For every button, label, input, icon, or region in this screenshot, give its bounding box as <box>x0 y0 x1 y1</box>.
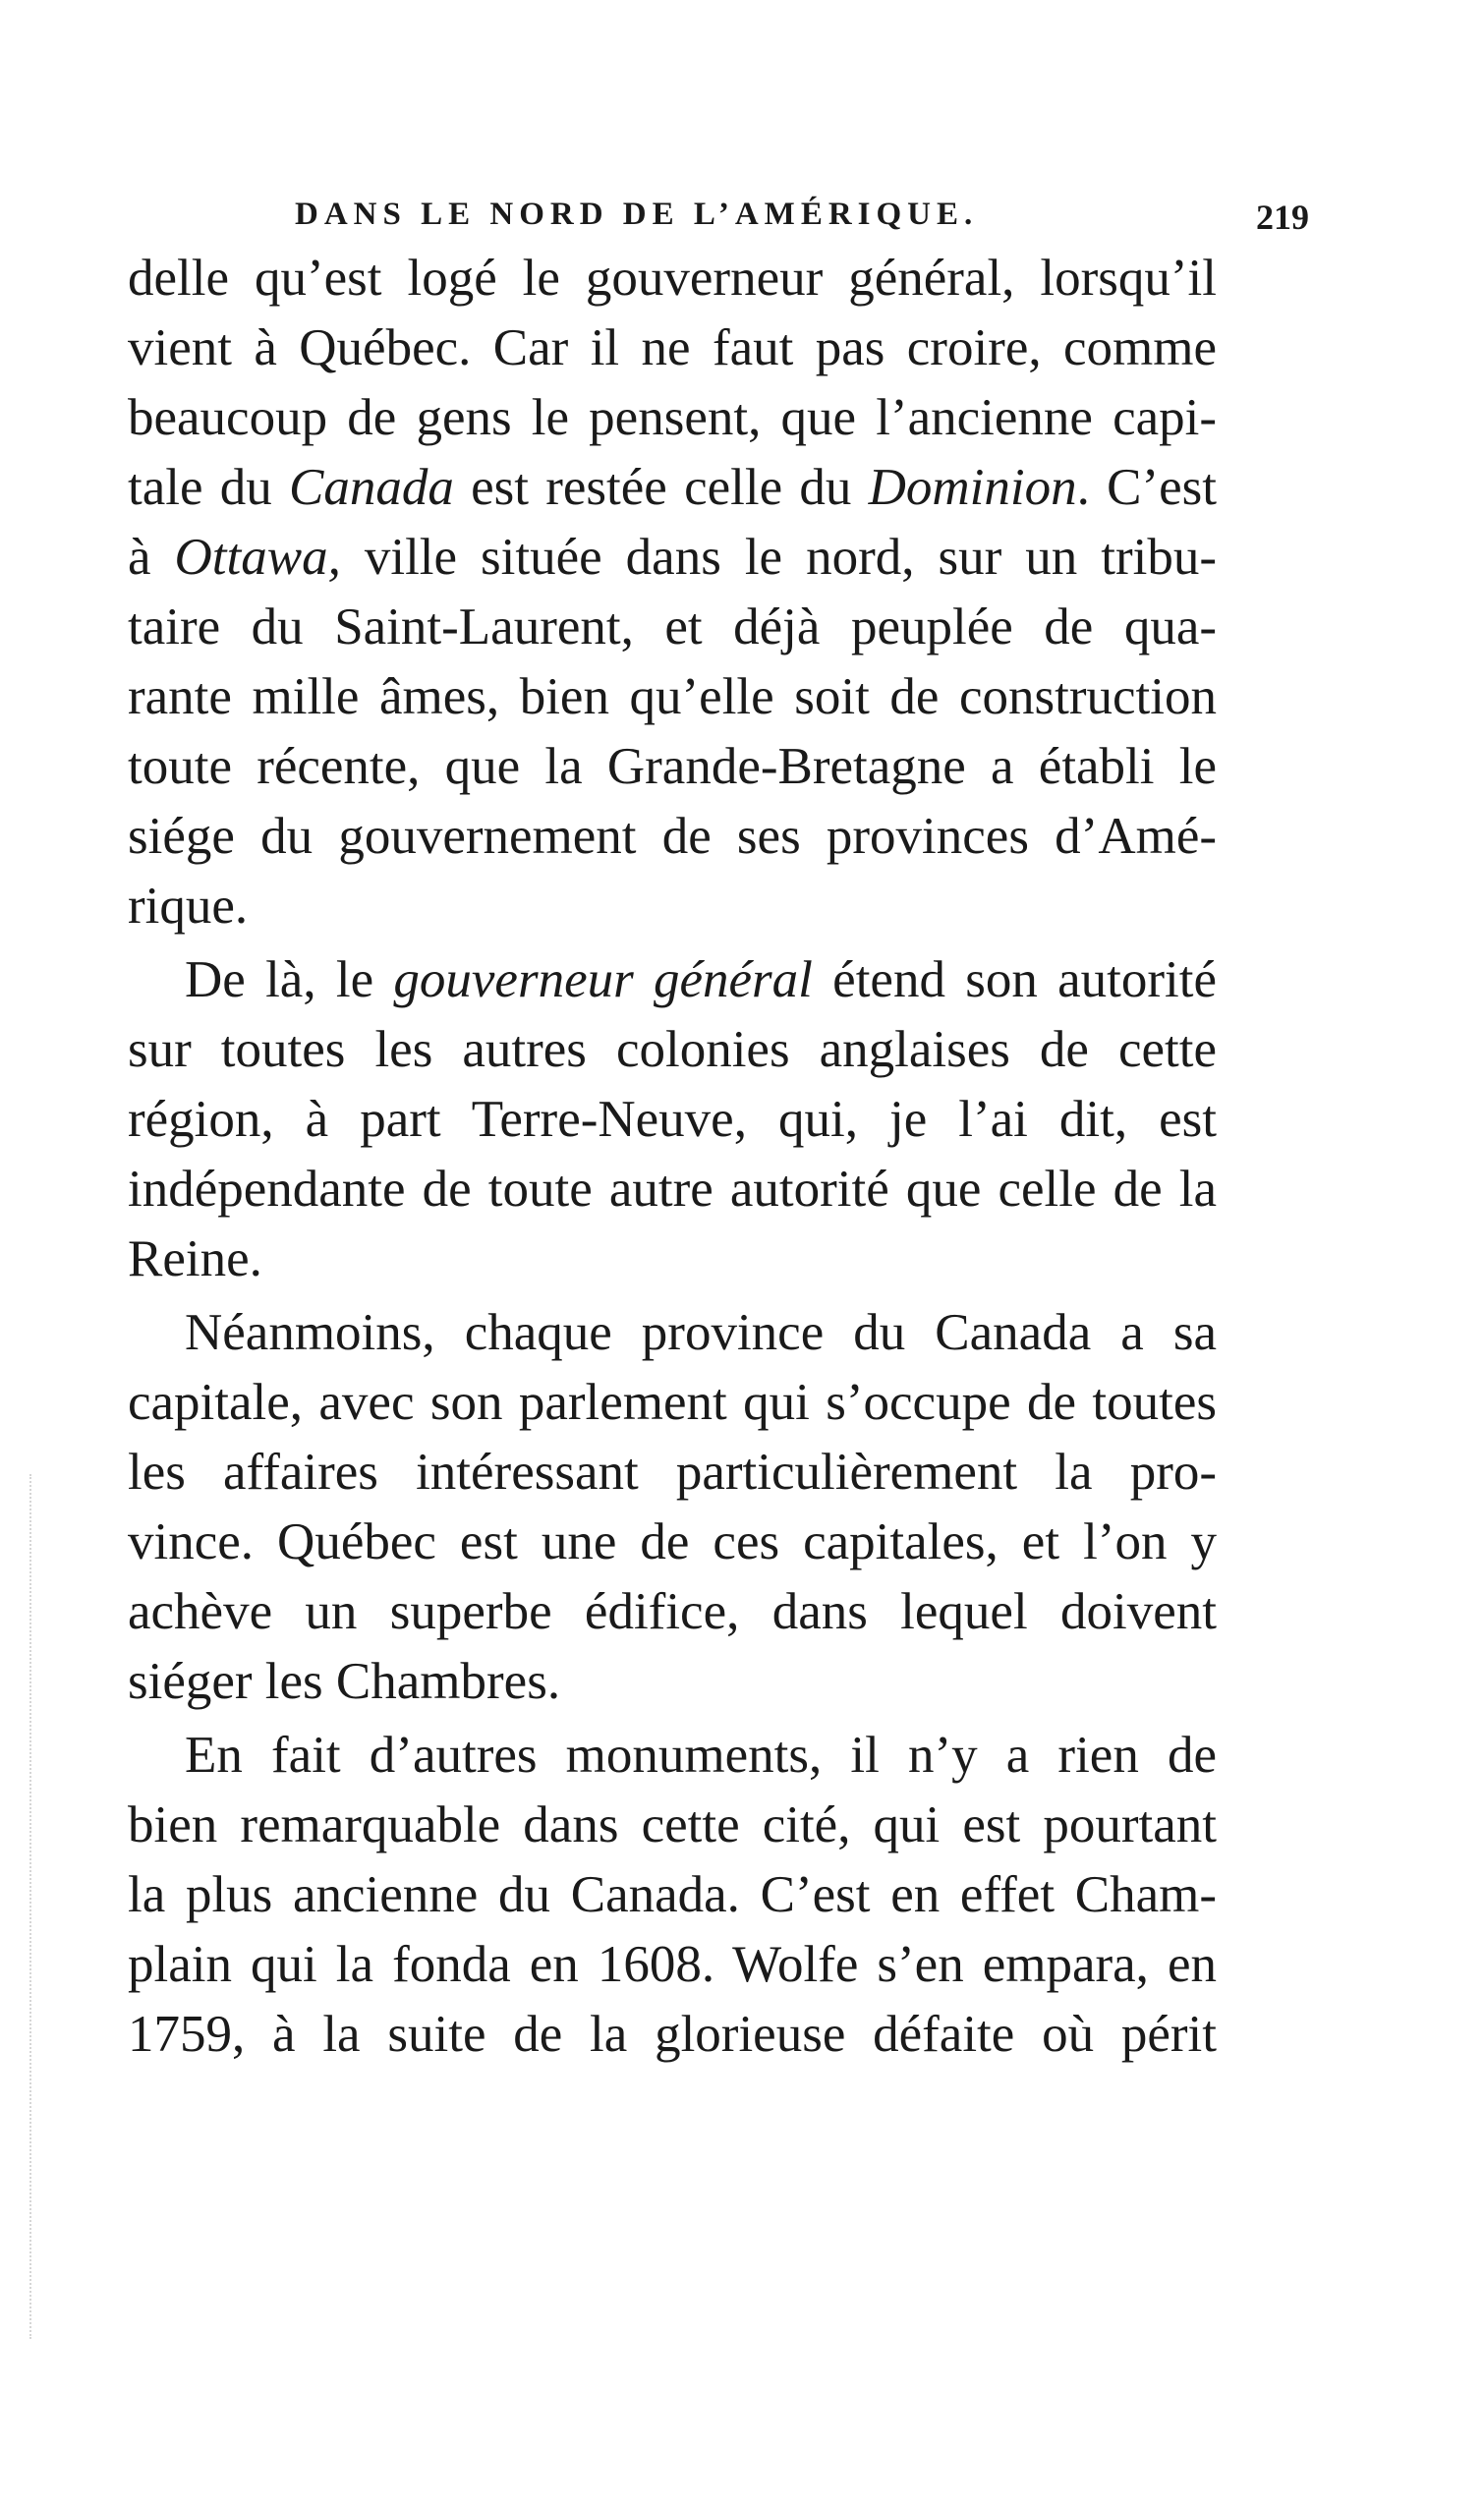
text-line: capitale, avec son parlement qui s’occupe de toutes <box>128 1374 1217 1431</box>
text-line: sur toutes les autres colonies anglaises de cette <box>128 1021 1217 1078</box>
text-line: achève un superbe édifice, dans lequel doivent <box>128 1583 1217 1640</box>
text-line: siéger les Chambres. <box>128 1653 561 1710</box>
text-line: En fait d’autres monuments, il n’y a rien de <box>185 1727 1217 1784</box>
italic-term: gouverneur général <box>393 951 813 1008</box>
text-line: Reine. <box>128 1230 262 1287</box>
text-line: indépendante de toute autre autorité que celle de la <box>128 1161 1217 1218</box>
italic-term: Canada <box>289 459 454 516</box>
text-line: siége du gouvernement de ses provinces d’Amé- <box>128 808 1217 865</box>
scan-margin-marks <box>29 1474 35 2339</box>
italic-term: Ottawa, <box>174 529 341 586</box>
text-line: bien remarquable dans cette cité, qui est pourtant <box>128 1796 1217 1853</box>
italic-term: Dominion <box>868 459 1077 516</box>
text-line: taire du Saint-Laurent, et déjà peuplée de qua- <box>128 598 1217 655</box>
text-line: vince. Québec est une de ces capitales, et l’on y <box>128 1513 1217 1570</box>
text-line: la plus ancienne du Canada. C’est en effet Cham- <box>128 1866 1217 1923</box>
text-line: tale du Canada est restée celle du Dominion. C’est <box>128 459 1218 516</box>
text-line: rante mille âmes, bien qu’elle soit de construction <box>128 668 1217 725</box>
text-line: les affaires intéressant particulièrement la pro- <box>128 1444 1217 1501</box>
text-line: à Ottawa, ville située dans le nord, sur un tribu- <box>128 529 1217 586</box>
text-line: 1759, à la suite de la glorieuse défaite où périt <box>128 2006 1217 2063</box>
text-line: région, à part Terre-Neuve, qui, je l’ai dit, est <box>128 1091 1217 1148</box>
text-line: beaucoup de gens le pensent, que l’ancienne capi- <box>128 389 1217 446</box>
text-line: rique. <box>128 878 249 935</box>
text-line: vient à Québec. Car il ne faut pas croire, comme <box>128 319 1217 376</box>
text-line: plain qui la fonda en 1608. Wolfe s’en empara, en <box>128 1936 1217 1993</box>
page-number: 219 <box>1256 198 1309 237</box>
text-line: Néanmoins, chaque province du Canada a sa <box>185 1304 1217 1361</box>
text-line: delle qu’est logé le gouverneur général, lorsqu’il <box>128 250 1217 307</box>
running-title: DANS LE NORD DE L’AMÉRIQUE. <box>295 197 979 232</box>
text-line: De là, le gouverneur général étend son autorité <box>185 951 1217 1008</box>
body-text <box>128 244 1217 2070</box>
text-line: toute récente, que la Grande-Bretagne a établi le <box>128 738 1217 795</box>
